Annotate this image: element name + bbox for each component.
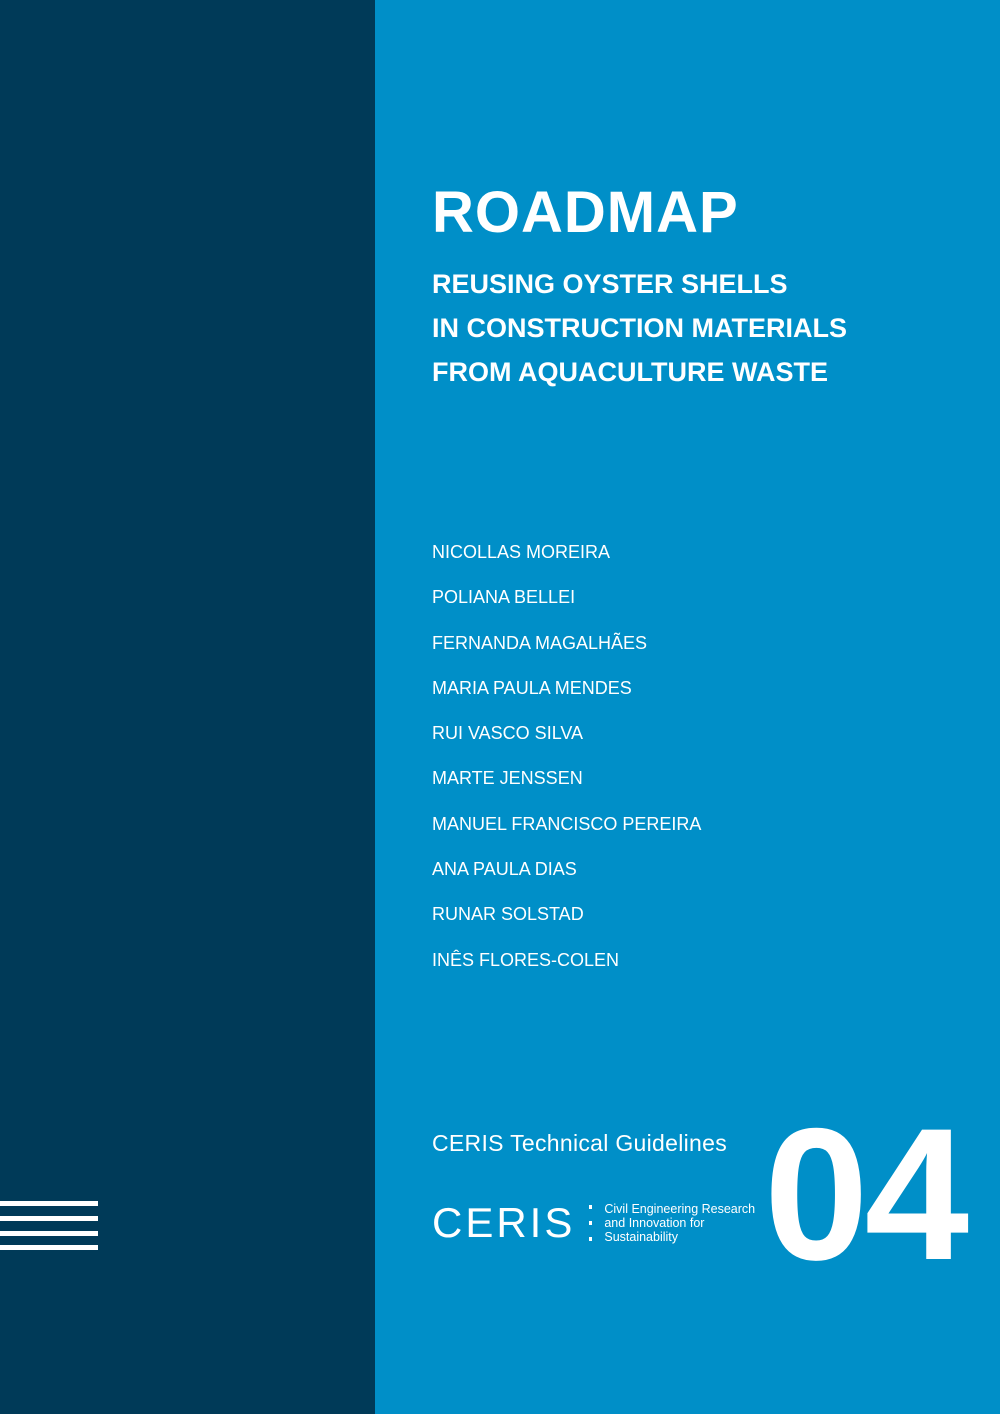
stripe <box>0 1231 98 1236</box>
author-name: FERNANDA MAGALHÃES <box>432 632 648 653</box>
author-name: MARIA PAULA MENDES <box>432 677 632 698</box>
tagline-line: Civil Engineering Research <box>604 1202 756 1216</box>
author-name: RUNAR SOLSTAD <box>432 904 584 925</box>
series-label: CERIS Technical Guidelines <box>432 1130 728 1156</box>
author-name: RUI VASCO SILVA <box>432 723 584 744</box>
issue-number: 04 <box>764 1089 966 1299</box>
ceris-tagline <box>604 1202 755 1244</box>
stripe <box>0 1245 98 1250</box>
stripe <box>0 1216 98 1221</box>
cover-title: ROADMAP <box>432 180 739 245</box>
ceris-wordmark: CERIS <box>432 1199 576 1246</box>
subtitle-line: FROM AQUACULTURE WASTE <box>432 357 828 387</box>
subtitle-line: REUSING OYSTER SHELLS <box>432 269 788 299</box>
stripe <box>0 1201 98 1206</box>
author-name: MANUEL FRANCISCO PEREIRA <box>432 813 702 834</box>
author-name: INÊS FLORES-COLEN <box>432 949 620 970</box>
cover-subtitle <box>432 262 847 394</box>
author-name: NICOLLAS MOREIRA <box>432 542 611 562</box>
author-name: MARTE JENSSEN <box>432 768 583 789</box>
ceris-logo <box>432 1198 755 1248</box>
tagline-line: Sustainability <box>604 1230 679 1244</box>
tagline-line: and Innovation for <box>604 1216 705 1230</box>
subtitle-line: IN CONSTRUCTION MATERIALS <box>432 313 847 343</box>
author-name: ANA PAULA DIAS <box>432 859 577 880</box>
author-name: POLIANA BELLEI <box>432 587 576 608</box>
author-list <box>432 539 701 992</box>
logo-divider <box>589 1205 592 1241</box>
